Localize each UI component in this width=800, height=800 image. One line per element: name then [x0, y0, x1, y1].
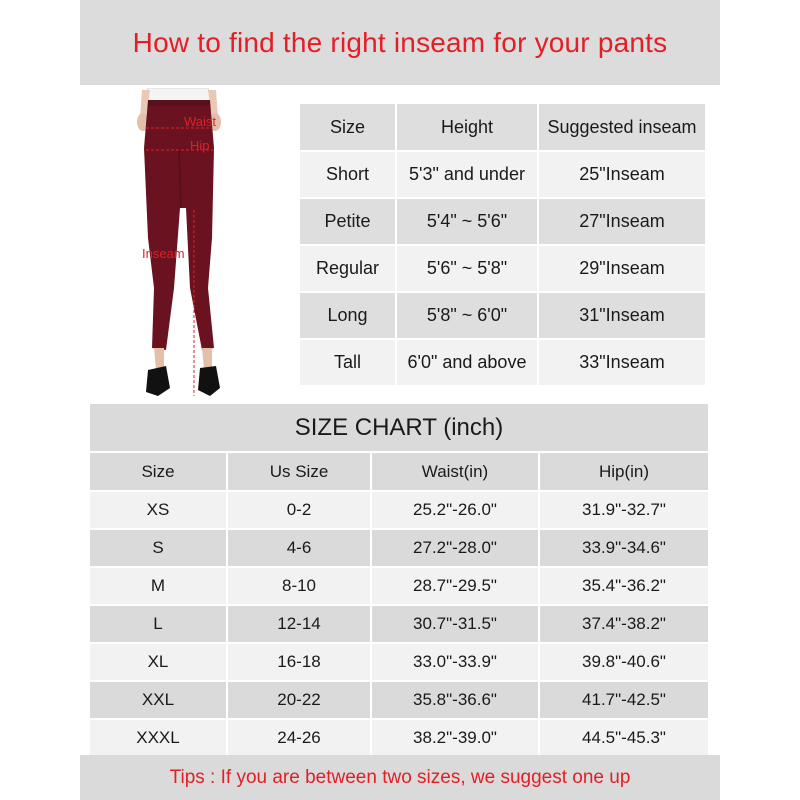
tips-banner: Tips : If you are between two sizes, we suggest one up — [80, 755, 720, 800]
cell-size: XS — [90, 492, 226, 528]
table-row — [90, 720, 708, 756]
header-size: Size — [90, 453, 226, 490]
cell-waist: 25.2"-26.0" — [372, 492, 538, 528]
header-hip: Hip(in) — [540, 453, 708, 490]
cell-hip: 41.7"-42.5" — [540, 682, 708, 718]
cell-height: 5'4" ~ 5'6" — [397, 199, 537, 244]
table-row — [90, 644, 708, 680]
cell-inseam: 25"Inseam — [539, 152, 705, 197]
cell-us-size: 12-14 — [228, 606, 370, 642]
size-chart-table — [88, 451, 710, 758]
table-row — [300, 152, 705, 197]
header-suggested-inseam: Suggested inseam — [539, 104, 705, 150]
cell-hip: 37.4"-38.2" — [540, 606, 708, 642]
cell-hip: 35.4"-36.2" — [540, 568, 708, 604]
hip-label: Hip — [190, 138, 210, 153]
table-row — [90, 530, 708, 566]
cell-size: M — [90, 568, 226, 604]
header-height: Height — [397, 104, 537, 150]
cell-us-size: 8-10 — [228, 568, 370, 604]
table-row — [90, 568, 708, 604]
cell-size: Tall — [300, 340, 395, 385]
cell-size: Long — [300, 293, 395, 338]
waist-label: Waist — [184, 114, 217, 129]
cell-us-size: 24-26 — [228, 720, 370, 756]
inseam-label: Inseam — [142, 246, 185, 261]
cell-height: 5'6" ~ 5'8" — [397, 246, 537, 291]
cell-height: 6'0" and above — [397, 340, 537, 385]
cell-height: 5'8" ~ 6'0" — [397, 293, 537, 338]
cell-hip: 31.9"-32.7" — [540, 492, 708, 528]
cell-hip: 44.5"-45.3" — [540, 720, 708, 756]
cell-inseam: 33"Inseam — [539, 340, 705, 385]
cell-size: Petite — [300, 199, 395, 244]
size-chart-header-row — [90, 453, 708, 490]
header-size: Size — [300, 104, 395, 150]
cell-waist: 38.2"-39.0" — [372, 720, 538, 756]
cell-waist: 27.2"-28.0" — [372, 530, 538, 566]
cell-waist: 28.7"-29.5" — [372, 568, 538, 604]
table-row — [90, 492, 708, 528]
table-row — [90, 682, 708, 718]
size-chart-title: SIZE CHART (inch) — [90, 404, 708, 451]
cell-us-size: 4-6 — [228, 530, 370, 566]
cell-size: Regular — [300, 246, 395, 291]
cell-size: XL — [90, 644, 226, 680]
cell-size: XXXL — [90, 720, 226, 756]
cell-inseam: 31"Inseam — [539, 293, 705, 338]
table-row — [300, 340, 705, 385]
table-row — [300, 293, 705, 338]
header-waist: Waist(in) — [372, 453, 538, 490]
pants-model-illustration — [90, 88, 285, 408]
cell-waist: 30.7"-31.5" — [372, 606, 538, 642]
cell-hip: 39.8"-40.6" — [540, 644, 708, 680]
model-figure — [90, 88, 285, 408]
cell-size: Short — [300, 152, 395, 197]
cell-waist: 33.0"-33.9" — [372, 644, 538, 680]
cell-us-size: 0-2 — [228, 492, 370, 528]
table-row — [300, 246, 705, 291]
inseam-table — [298, 102, 707, 387]
cell-us-size: 16-18 — [228, 644, 370, 680]
table-row — [90, 606, 708, 642]
cell-inseam: 27"Inseam — [539, 199, 705, 244]
cell-us-size: 20-22 — [228, 682, 370, 718]
inseam-header-row — [300, 104, 705, 150]
cell-size: L — [90, 606, 226, 642]
cell-height: 5'3" and under — [397, 152, 537, 197]
table-row — [300, 199, 705, 244]
cell-waist: 35.8"-36.6" — [372, 682, 538, 718]
cell-inseam: 29"Inseam — [539, 246, 705, 291]
page-title: How to find the right inseam for your pants — [80, 0, 720, 85]
cell-hip: 33.9"-34.6" — [540, 530, 708, 566]
cell-size: S — [90, 530, 226, 566]
header-us-size: Us Size — [228, 453, 370, 490]
cell-size: XXL — [90, 682, 226, 718]
